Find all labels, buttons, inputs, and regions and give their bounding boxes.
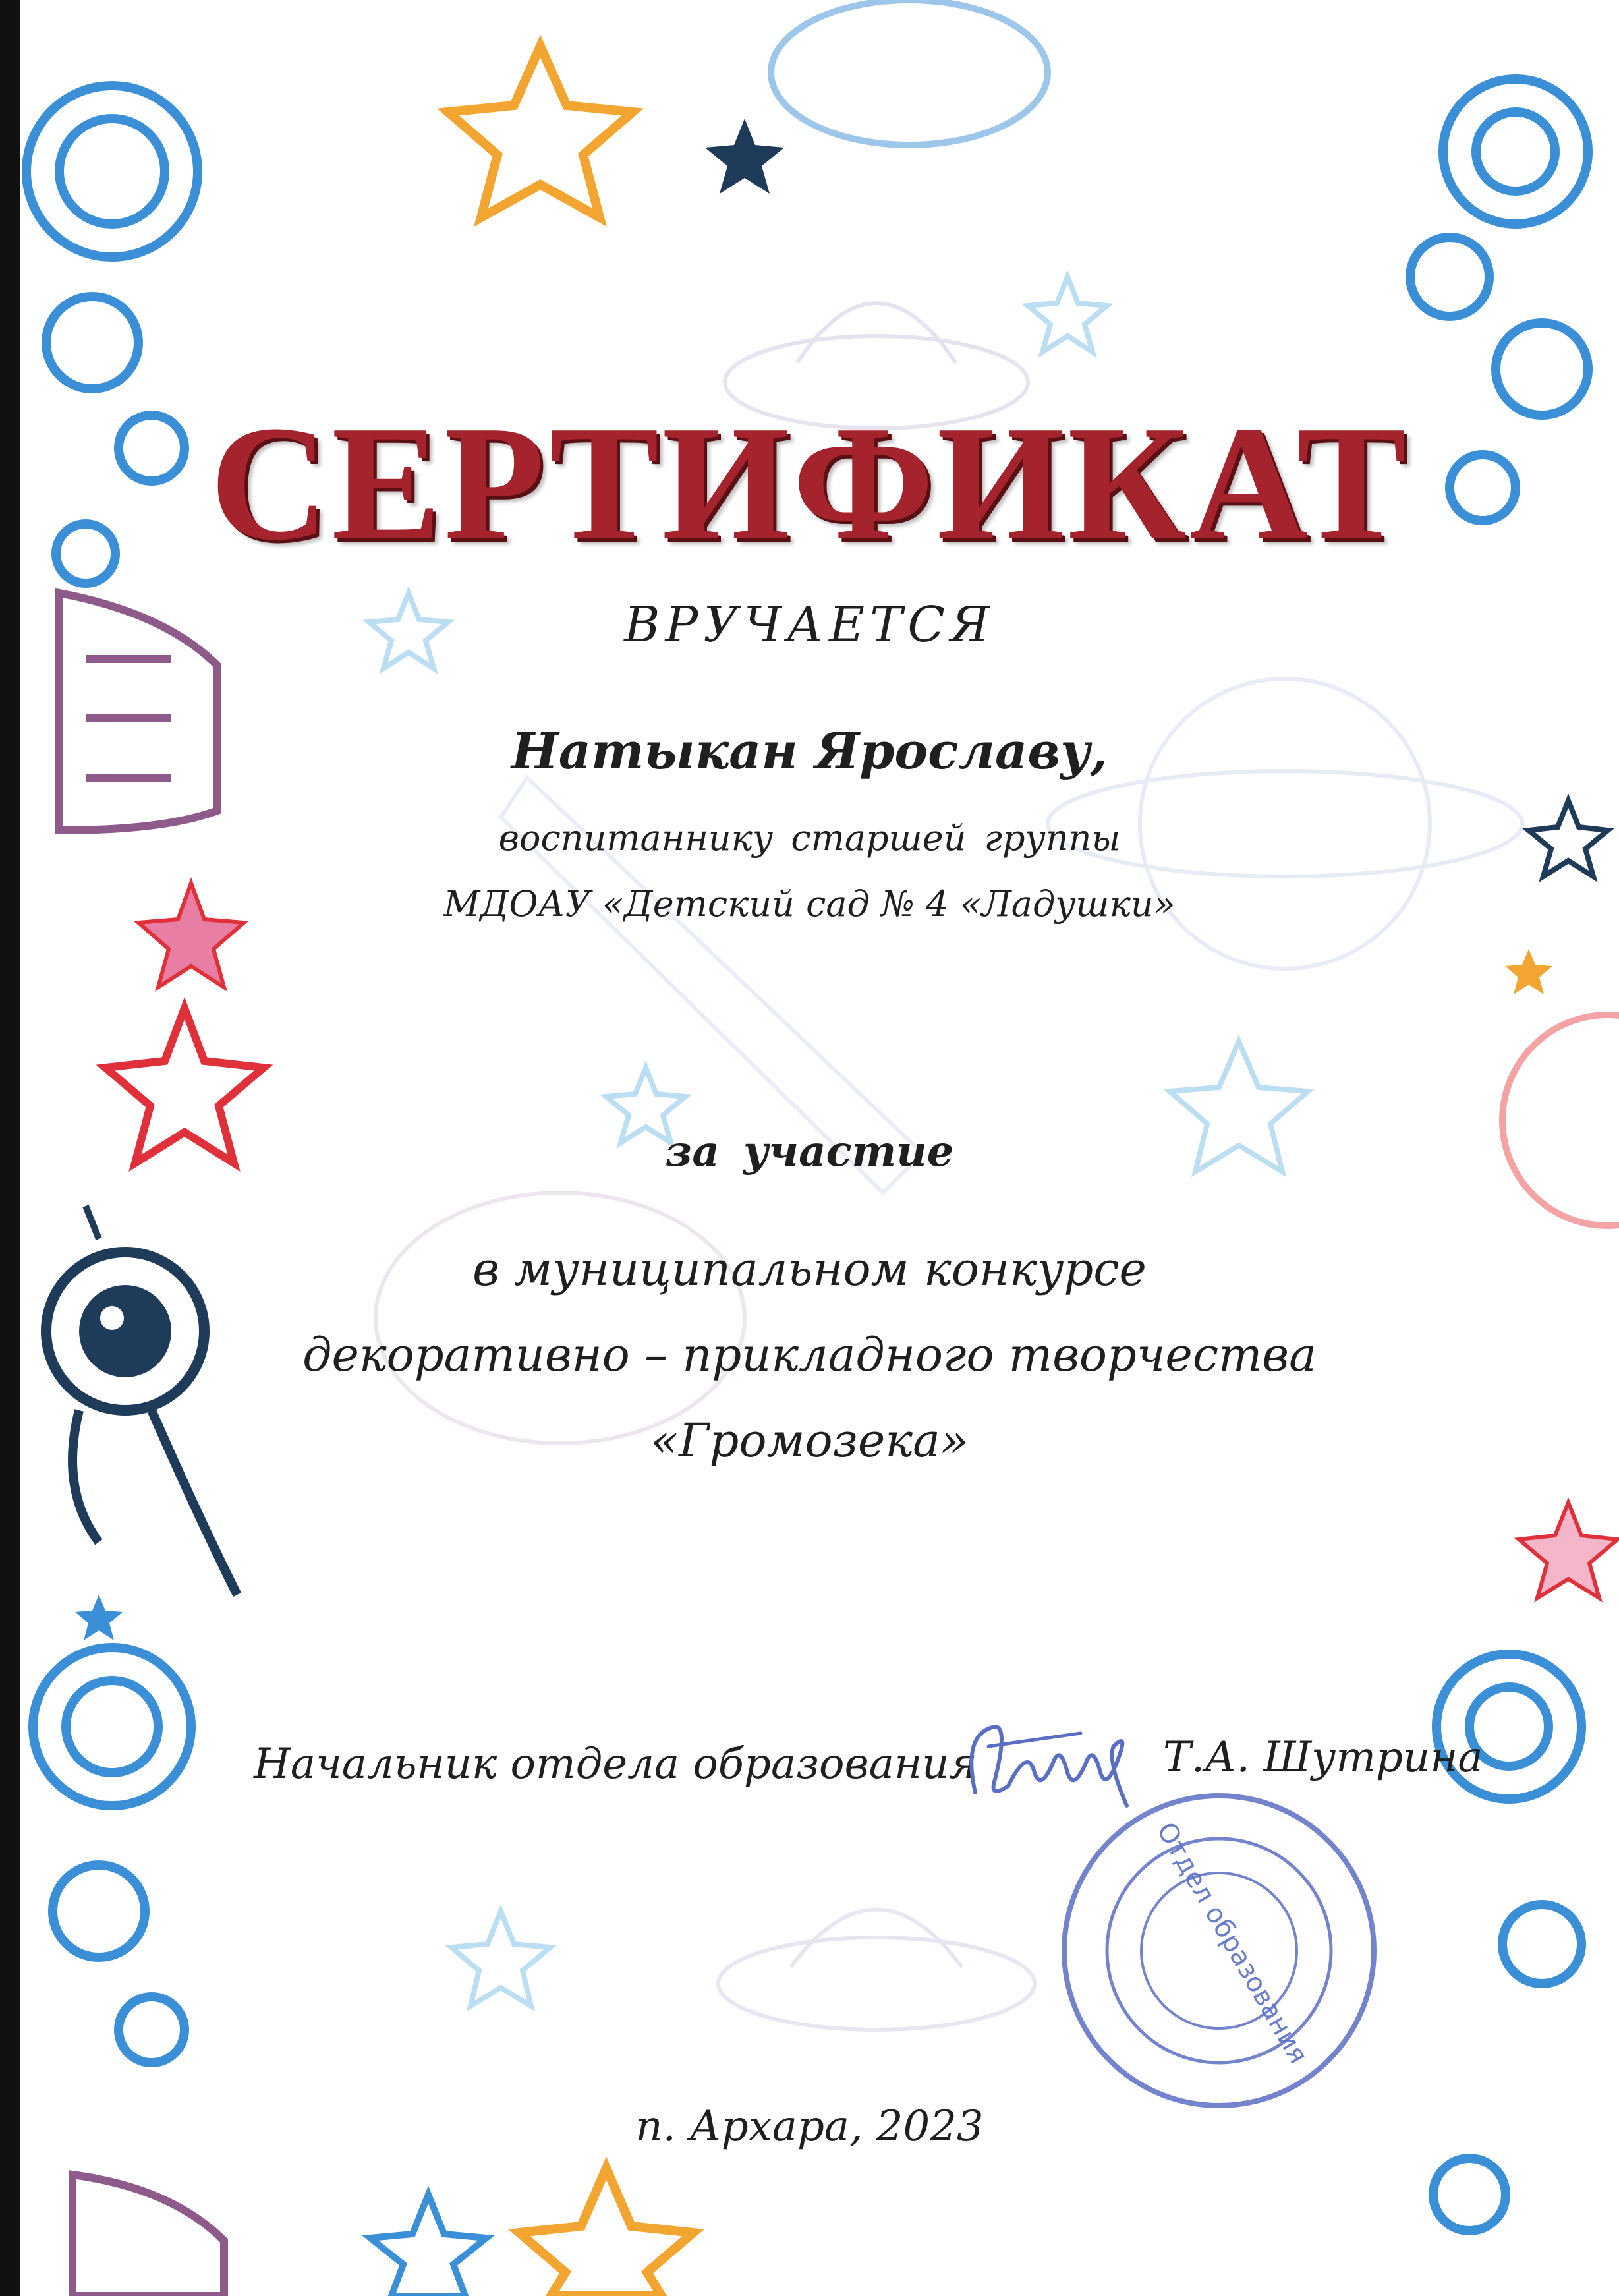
planet-icon-right xyxy=(1502,1015,1619,1226)
signatory-name: Т.А. Шутрина xyxy=(1163,1733,1483,1782)
organization-name: МДОАУ «Детский сад № 4 «Ладушки» xyxy=(443,883,1176,925)
star-icon-bottom-orange xyxy=(519,2168,693,2296)
contest-line-1: в муниципальном конкурсе xyxy=(472,1242,1147,1296)
signatory-title: Начальник отдела образования xyxy=(254,1740,977,1789)
planet-icon-top xyxy=(771,0,1048,145)
ring-cluster-icon-bottom-left xyxy=(33,1648,191,2063)
official-stamp xyxy=(1054,1786,1384,2115)
recipient-name: Натыкан Ярославу, xyxy=(511,722,1108,780)
star-icon-top-orange xyxy=(448,46,633,217)
star-icon-top-navy xyxy=(705,119,784,194)
stamp-center-text: Отдел образования xyxy=(1150,1817,1314,2069)
contest-name: «Громозека» xyxy=(650,1414,969,1468)
certificate-title: СЕРТИФИКАТ xyxy=(210,392,1409,575)
star-icon-small-orange xyxy=(1505,949,1552,994)
star-icon-right-pink xyxy=(1519,1503,1618,1598)
star-icon-small-blue xyxy=(75,1595,123,1640)
faint-ufo-icon-2 xyxy=(718,1910,1035,2030)
contest-line-2: декоративно – прикладного творчества xyxy=(302,1328,1317,1382)
recipient-position: воспитаннику старшей группы xyxy=(498,817,1121,859)
place-and-year: п. Архара, 2023 xyxy=(635,2102,984,2151)
awarded-label: ВРУЧАЕТСЯ xyxy=(624,596,995,653)
rocket-icon-bottom-left xyxy=(72,2175,224,2296)
star-icon-bottom-blue xyxy=(370,2195,486,2296)
for-participation-label: за участие xyxy=(665,1127,954,1176)
faint-planet-icon-2 xyxy=(376,1193,745,1443)
